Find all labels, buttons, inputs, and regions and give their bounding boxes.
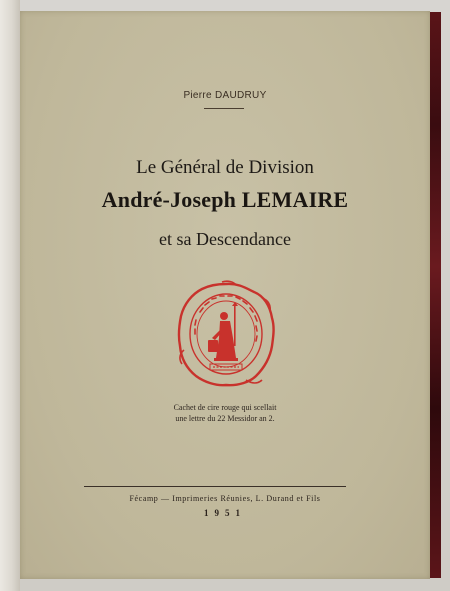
- left-page-edge: [0, 0, 20, 591]
- footer-rule: [84, 486, 346, 487]
- title-page: [20, 11, 430, 579]
- title-line-2: André-Joseph LEMAIRE: [101, 187, 349, 212]
- title-line-3: et sa Descendance: [159, 229, 291, 249]
- publication-year: 1951: [204, 508, 246, 518]
- wax-seal-icon: [176, 280, 276, 388]
- seal-caption: [20, 402, 430, 424]
- author-name: Pierre DAUDRUY: [183, 90, 267, 101]
- caption-line-2: une lettre du 22 Messidor an 2.: [175, 414, 275, 423]
- title-line-1: Le Général de Division: [136, 157, 314, 178]
- imprint-line: Fécamp — Imprimeries Réunies, L. Durand et Fils: [129, 494, 321, 503]
- caption-line-1: Cachet de cire rouge qui scellait: [173, 403, 277, 412]
- author-rule: [204, 108, 244, 109]
